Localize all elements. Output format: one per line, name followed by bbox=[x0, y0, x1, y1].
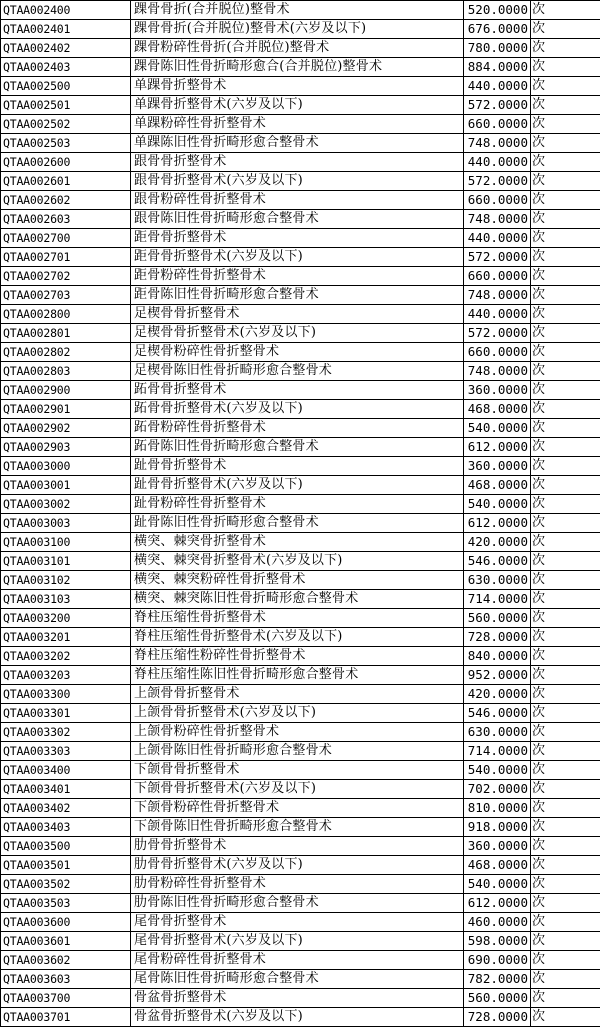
item-code-cell: QTAA002503 bbox=[1, 134, 131, 153]
item-price-cell: 360.0000 bbox=[464, 381, 531, 400]
item-name-cell: 肋骨粉碎性骨折整骨术 bbox=[131, 875, 464, 894]
item-unit-cell: 次 bbox=[531, 533, 600, 552]
item-price-cell: 840.0000 bbox=[464, 647, 531, 666]
item-code-cell: QTAA003301 bbox=[1, 704, 131, 723]
item-name-cell: 足楔骨陈旧性骨折畸形愈合整骨术 bbox=[131, 362, 464, 381]
item-price-cell: 540.0000 bbox=[464, 875, 531, 894]
item-unit-cell: 次 bbox=[531, 39, 600, 58]
item-unit-cell: 次 bbox=[531, 438, 600, 457]
item-unit-cell: 次 bbox=[531, 324, 600, 343]
table-row bbox=[1, 970, 600, 989]
item-unit-cell: 次 bbox=[531, 647, 600, 666]
table-row bbox=[1, 818, 600, 837]
table-row bbox=[1, 704, 600, 723]
item-code-cell: QTAA002701 bbox=[1, 248, 131, 267]
item-price-cell: 572.0000 bbox=[464, 172, 531, 191]
item-name-cell: 趾骨骨折整骨术 bbox=[131, 457, 464, 476]
table-row bbox=[1, 894, 600, 913]
item-unit-cell: 次 bbox=[531, 229, 600, 248]
item-name-cell: 肋骨骨折整骨术(六岁及以下) bbox=[131, 856, 464, 875]
item-price-cell: 420.0000 bbox=[464, 685, 531, 704]
table-row bbox=[1, 172, 600, 191]
item-name-cell: 下颌骨粉碎性骨折整骨术 bbox=[131, 799, 464, 818]
table-row bbox=[1, 20, 600, 39]
item-code-cell: QTAA002602 bbox=[1, 191, 131, 210]
item-price-cell: 572.0000 bbox=[464, 96, 531, 115]
item-code-cell: QTAA003303 bbox=[1, 742, 131, 761]
item-code-cell: QTAA002702 bbox=[1, 267, 131, 286]
item-code-cell: QTAA003200 bbox=[1, 609, 131, 628]
item-name-cell: 骨盆骨折整骨术 bbox=[131, 989, 464, 1008]
item-price-cell: 748.0000 bbox=[464, 362, 531, 381]
item-price-cell: 660.0000 bbox=[464, 191, 531, 210]
item-code-cell: QTAA003403 bbox=[1, 818, 131, 837]
item-unit-cell: 次 bbox=[531, 400, 600, 419]
item-name-cell: 跟骨粉碎性骨折整骨术 bbox=[131, 191, 464, 210]
table-row bbox=[1, 343, 600, 362]
item-name-cell: 跖骨陈旧性骨折畸形愈合整骨术 bbox=[131, 438, 464, 457]
item-code-cell: QTAA003103 bbox=[1, 590, 131, 609]
item-code-cell: QTAA003302 bbox=[1, 723, 131, 742]
item-code-cell: QTAA002903 bbox=[1, 438, 131, 457]
item-code-cell: QTAA003501 bbox=[1, 856, 131, 875]
item-code-cell: QTAA002400 bbox=[1, 1, 131, 20]
item-code-cell: QTAA003102 bbox=[1, 571, 131, 590]
price-table-body bbox=[1, 1, 600, 1027]
item-name-cell: 踝骨骨折(合并脱位)整骨术 bbox=[131, 1, 464, 20]
item-code-cell: QTAA002500 bbox=[1, 77, 131, 96]
item-price-cell: 540.0000 bbox=[464, 761, 531, 780]
item-unit-cell: 次 bbox=[531, 1, 600, 20]
item-name-cell: 肋骨骨折整骨术 bbox=[131, 837, 464, 856]
item-name-cell: 踝骨骨折(合并脱位)整骨术(六岁及以下) bbox=[131, 20, 464, 39]
item-code-cell: QTAA003503 bbox=[1, 894, 131, 913]
item-code-cell: QTAA002901 bbox=[1, 400, 131, 419]
item-name-cell: 跟骨骨折整骨术 bbox=[131, 153, 464, 172]
item-price-cell: 520.0000 bbox=[464, 1, 531, 20]
item-price-cell: 660.0000 bbox=[464, 343, 531, 362]
table-row bbox=[1, 438, 600, 457]
item-name-cell: 脊柱压缩性骨折整骨术 bbox=[131, 609, 464, 628]
item-code-cell: QTAA003003 bbox=[1, 514, 131, 533]
table-row bbox=[1, 628, 600, 647]
item-unit-cell: 次 bbox=[531, 723, 600, 742]
item-unit-cell: 次 bbox=[531, 286, 600, 305]
table-row bbox=[1, 381, 600, 400]
item-unit-cell: 次 bbox=[531, 191, 600, 210]
item-name-cell: 单踝粉碎性骨折整骨术 bbox=[131, 115, 464, 134]
item-code-cell: QTAA002501 bbox=[1, 96, 131, 115]
item-name-cell: 足楔骨骨折整骨术 bbox=[131, 305, 464, 324]
table-row bbox=[1, 685, 600, 704]
item-price-cell: 690.0000 bbox=[464, 951, 531, 970]
item-name-cell: 距骨骨折整骨术 bbox=[131, 229, 464, 248]
item-unit-cell: 次 bbox=[531, 685, 600, 704]
item-unit-cell: 次 bbox=[531, 419, 600, 438]
item-name-cell: 上颌骨粉碎性骨折整骨术 bbox=[131, 723, 464, 742]
item-name-cell: 趾骨骨折整骨术(六岁及以下) bbox=[131, 476, 464, 495]
table-row bbox=[1, 457, 600, 476]
item-price-cell: 560.0000 bbox=[464, 609, 531, 628]
item-unit-cell: 次 bbox=[531, 837, 600, 856]
table-row bbox=[1, 989, 600, 1008]
item-unit-cell: 次 bbox=[531, 913, 600, 932]
item-price-cell: 468.0000 bbox=[464, 400, 531, 419]
item-unit-cell: 次 bbox=[531, 989, 600, 1008]
item-name-cell: 尾骨骨折整骨术 bbox=[131, 913, 464, 932]
item-unit-cell: 次 bbox=[531, 628, 600, 647]
item-code-cell: QTAA002703 bbox=[1, 286, 131, 305]
table-row bbox=[1, 571, 600, 590]
table-row bbox=[1, 58, 600, 77]
item-name-cell: 单踝骨折整骨术 bbox=[131, 77, 464, 96]
item-code-cell: QTAA003300 bbox=[1, 685, 131, 704]
item-price-cell: 782.0000 bbox=[464, 970, 531, 989]
item-unit-cell: 次 bbox=[531, 742, 600, 761]
item-price-cell: 468.0000 bbox=[464, 856, 531, 875]
item-code-cell: QTAA003700 bbox=[1, 989, 131, 1008]
item-unit-cell: 次 bbox=[531, 704, 600, 723]
item-code-cell: QTAA002802 bbox=[1, 343, 131, 362]
item-name-cell: 脊柱压缩性粉碎性骨折整骨术 bbox=[131, 647, 464, 666]
item-name-cell: 跖骨骨折整骨术 bbox=[131, 381, 464, 400]
item-name-cell: 横突、棘突粉碎性骨折整骨术 bbox=[131, 571, 464, 590]
item-name-cell: 跟骨骨折整骨术(六岁及以下) bbox=[131, 172, 464, 191]
table-row bbox=[1, 210, 600, 229]
item-price-cell: 952.0000 bbox=[464, 666, 531, 685]
item-price-cell: 440.0000 bbox=[464, 229, 531, 248]
item-price-cell: 440.0000 bbox=[464, 153, 531, 172]
item-name-cell: 趾骨陈旧性骨折畸形愈合整骨术 bbox=[131, 514, 464, 533]
item-name-cell: 尾骨骨折整骨术(六岁及以下) bbox=[131, 932, 464, 951]
table-row bbox=[1, 134, 600, 153]
item-code-cell: QTAA003603 bbox=[1, 970, 131, 989]
item-name-cell: 肋骨陈旧性骨折畸形愈合整骨术 bbox=[131, 894, 464, 913]
table-row bbox=[1, 115, 600, 134]
item-unit-cell: 次 bbox=[531, 20, 600, 39]
item-name-cell: 踝骨陈旧性骨折畸形愈合(合并脱位)整骨术 bbox=[131, 58, 464, 77]
item-code-cell: QTAA002402 bbox=[1, 39, 131, 58]
item-unit-cell: 次 bbox=[531, 1008, 600, 1027]
item-unit-cell: 次 bbox=[531, 951, 600, 970]
item-price-cell: 598.0000 bbox=[464, 932, 531, 951]
table-row bbox=[1, 533, 600, 552]
item-unit-cell: 次 bbox=[531, 495, 600, 514]
table-row bbox=[1, 39, 600, 58]
item-name-cell: 横突、棘突骨折整骨术 bbox=[131, 533, 464, 552]
table-row bbox=[1, 248, 600, 267]
item-price-cell: 440.0000 bbox=[464, 305, 531, 324]
item-code-cell: QTAA003101 bbox=[1, 552, 131, 571]
item-code-cell: QTAA003000 bbox=[1, 457, 131, 476]
table-row bbox=[1, 875, 600, 894]
item-price-cell: 748.0000 bbox=[464, 134, 531, 153]
item-price-cell: 612.0000 bbox=[464, 438, 531, 457]
item-price-cell: 728.0000 bbox=[464, 628, 531, 647]
item-name-cell: 距骨粉碎性骨折整骨术 bbox=[131, 267, 464, 286]
item-price-cell: 918.0000 bbox=[464, 818, 531, 837]
table-row bbox=[1, 286, 600, 305]
item-unit-cell: 次 bbox=[531, 457, 600, 476]
item-name-cell: 跖骨粉碎性骨折整骨术 bbox=[131, 419, 464, 438]
item-name-cell: 距骨骨折整骨术(六岁及以下) bbox=[131, 248, 464, 267]
item-unit-cell: 次 bbox=[531, 476, 600, 495]
item-price-cell: 702.0000 bbox=[464, 780, 531, 799]
table-row bbox=[1, 609, 600, 628]
item-price-cell: 460.0000 bbox=[464, 913, 531, 932]
item-name-cell: 趾骨粉碎性骨折整骨术 bbox=[131, 495, 464, 514]
item-unit-cell: 次 bbox=[531, 77, 600, 96]
item-code-cell: QTAA003001 bbox=[1, 476, 131, 495]
item-name-cell: 横突、棘突陈旧性骨折畸形愈合整骨术 bbox=[131, 590, 464, 609]
item-price-cell: 540.0000 bbox=[464, 495, 531, 514]
item-price-cell: 630.0000 bbox=[464, 723, 531, 742]
table-row bbox=[1, 476, 600, 495]
item-unit-cell: 次 bbox=[531, 381, 600, 400]
item-unit-cell: 次 bbox=[531, 609, 600, 628]
table-row bbox=[1, 552, 600, 571]
table-row bbox=[1, 324, 600, 343]
item-code-cell: QTAA003502 bbox=[1, 875, 131, 894]
table-row bbox=[1, 229, 600, 248]
table-row bbox=[1, 666, 600, 685]
table-row bbox=[1, 1, 600, 20]
item-name-cell: 尾骨陈旧性骨折畸形愈合整骨术 bbox=[131, 970, 464, 989]
item-unit-cell: 次 bbox=[531, 818, 600, 837]
item-unit-cell: 次 bbox=[531, 894, 600, 913]
item-name-cell: 下颌骨骨折整骨术 bbox=[131, 761, 464, 780]
item-code-cell: QTAA002803 bbox=[1, 362, 131, 381]
item-code-cell: QTAA002502 bbox=[1, 115, 131, 134]
item-price-cell: 560.0000 bbox=[464, 989, 531, 1008]
item-price-cell: 780.0000 bbox=[464, 39, 531, 58]
item-price-cell: 546.0000 bbox=[464, 704, 531, 723]
item-code-cell: QTAA003400 bbox=[1, 761, 131, 780]
item-price-cell: 810.0000 bbox=[464, 799, 531, 818]
item-code-cell: QTAA002401 bbox=[1, 20, 131, 39]
table-row bbox=[1, 495, 600, 514]
item-price-cell: 612.0000 bbox=[464, 514, 531, 533]
item-price-cell: 546.0000 bbox=[464, 552, 531, 571]
item-unit-cell: 次 bbox=[531, 210, 600, 229]
item-name-cell: 上颌骨陈旧性骨折畸形愈合整骨术 bbox=[131, 742, 464, 761]
item-unit-cell: 次 bbox=[531, 172, 600, 191]
item-name-cell: 跖骨骨折整骨术(六岁及以下) bbox=[131, 400, 464, 419]
item-code-cell: QTAA003402 bbox=[1, 799, 131, 818]
item-code-cell: QTAA003203 bbox=[1, 666, 131, 685]
item-unit-cell: 次 bbox=[531, 153, 600, 172]
item-name-cell: 脊柱压缩性骨折整骨术(六岁及以下) bbox=[131, 628, 464, 647]
table-row bbox=[1, 362, 600, 381]
item-unit-cell: 次 bbox=[531, 305, 600, 324]
table-row bbox=[1, 514, 600, 533]
item-code-cell: QTAA003500 bbox=[1, 837, 131, 856]
item-name-cell: 足楔骨粉碎性骨折整骨术 bbox=[131, 343, 464, 362]
item-unit-cell: 次 bbox=[531, 267, 600, 286]
table-row bbox=[1, 913, 600, 932]
item-unit-cell: 次 bbox=[531, 856, 600, 875]
item-price-cell: 660.0000 bbox=[464, 115, 531, 134]
table-row bbox=[1, 761, 600, 780]
item-price-cell: 714.0000 bbox=[464, 742, 531, 761]
item-unit-cell: 次 bbox=[531, 343, 600, 362]
item-unit-cell: 次 bbox=[531, 362, 600, 381]
table-row bbox=[1, 77, 600, 96]
table-row bbox=[1, 837, 600, 856]
item-code-cell: QTAA003100 bbox=[1, 533, 131, 552]
item-unit-cell: 次 bbox=[531, 799, 600, 818]
item-unit-cell: 次 bbox=[531, 96, 600, 115]
table-row bbox=[1, 305, 600, 324]
item-code-cell: QTAA002801 bbox=[1, 324, 131, 343]
item-code-cell: QTAA003002 bbox=[1, 495, 131, 514]
item-price-cell: 884.0000 bbox=[464, 58, 531, 77]
item-name-cell: 跟骨陈旧性骨折畸形愈合整骨术 bbox=[131, 210, 464, 229]
item-code-cell: QTAA003202 bbox=[1, 647, 131, 666]
item-price-cell: 468.0000 bbox=[464, 476, 531, 495]
item-price-cell: 360.0000 bbox=[464, 837, 531, 856]
item-name-cell: 骨盆骨折整骨术(六岁及以下) bbox=[131, 1008, 464, 1027]
table-row bbox=[1, 951, 600, 970]
item-code-cell: QTAA002600 bbox=[1, 153, 131, 172]
table-row bbox=[1, 647, 600, 666]
table-row bbox=[1, 799, 600, 818]
item-code-cell: QTAA003201 bbox=[1, 628, 131, 647]
item-price-cell: 572.0000 bbox=[464, 324, 531, 343]
item-price-cell: 630.0000 bbox=[464, 571, 531, 590]
item-price-cell: 420.0000 bbox=[464, 533, 531, 552]
table-row bbox=[1, 780, 600, 799]
item-code-cell: QTAA002902 bbox=[1, 419, 131, 438]
item-unit-cell: 次 bbox=[531, 134, 600, 153]
table-row bbox=[1, 723, 600, 742]
item-name-cell: 上颌骨骨折整骨术(六岁及以下) bbox=[131, 704, 464, 723]
item-unit-cell: 次 bbox=[531, 514, 600, 533]
table-row bbox=[1, 590, 600, 609]
table-row bbox=[1, 1008, 600, 1027]
item-code-cell: QTAA003601 bbox=[1, 932, 131, 951]
item-code-cell: QTAA002403 bbox=[1, 58, 131, 77]
table-row bbox=[1, 96, 600, 115]
item-price-cell: 360.0000 bbox=[464, 457, 531, 476]
item-code-cell: QTAA002700 bbox=[1, 229, 131, 248]
table-row bbox=[1, 153, 600, 172]
item-price-cell: 676.0000 bbox=[464, 20, 531, 39]
item-name-cell: 脊柱压缩性陈旧性骨折畸形愈合整骨术 bbox=[131, 666, 464, 685]
item-price-cell: 440.0000 bbox=[464, 77, 531, 96]
item-unit-cell: 次 bbox=[531, 875, 600, 894]
table-row bbox=[1, 419, 600, 438]
item-unit-cell: 次 bbox=[531, 932, 600, 951]
table-row bbox=[1, 191, 600, 210]
item-code-cell: QTAA003701 bbox=[1, 1008, 131, 1027]
item-unit-cell: 次 bbox=[531, 761, 600, 780]
item-name-cell: 下颌骨陈旧性骨折畸形愈合整骨术 bbox=[131, 818, 464, 837]
item-unit-cell: 次 bbox=[531, 590, 600, 609]
item-name-cell: 横突、棘突骨折整骨术(六岁及以下) bbox=[131, 552, 464, 571]
item-name-cell: 足楔骨骨折整骨术(六岁及以下) bbox=[131, 324, 464, 343]
item-unit-cell: 次 bbox=[531, 780, 600, 799]
item-unit-cell: 次 bbox=[531, 571, 600, 590]
item-price-cell: 714.0000 bbox=[464, 590, 531, 609]
item-unit-cell: 次 bbox=[531, 666, 600, 685]
table-row bbox=[1, 742, 600, 761]
item-unit-cell: 次 bbox=[531, 248, 600, 267]
item-price-cell: 728.0000 bbox=[464, 1008, 531, 1027]
item-code-cell: QTAA002800 bbox=[1, 305, 131, 324]
item-code-cell: QTAA003600 bbox=[1, 913, 131, 932]
item-name-cell: 踝骨粉碎性骨折(合并脱位)整骨术 bbox=[131, 39, 464, 58]
item-price-cell: 660.0000 bbox=[464, 267, 531, 286]
item-name-cell: 单踝陈旧性骨折畸形愈合整骨术 bbox=[131, 134, 464, 153]
item-price-cell: 748.0000 bbox=[464, 286, 531, 305]
table-row bbox=[1, 400, 600, 419]
item-code-cell: QTAA003401 bbox=[1, 780, 131, 799]
item-code-cell: QTAA002601 bbox=[1, 172, 131, 191]
item-code-cell: QTAA002900 bbox=[1, 381, 131, 400]
item-name-cell: 上颌骨骨折整骨术 bbox=[131, 685, 464, 704]
item-name-cell: 下颌骨骨折整骨术(六岁及以下) bbox=[131, 780, 464, 799]
item-price-cell: 540.0000 bbox=[464, 419, 531, 438]
item-code-cell: QTAA002603 bbox=[1, 210, 131, 229]
item-code-cell: QTAA003602 bbox=[1, 951, 131, 970]
table-row bbox=[1, 932, 600, 951]
table-row bbox=[1, 267, 600, 286]
item-price-cell: 572.0000 bbox=[464, 248, 531, 267]
item-price-cell: 612.0000 bbox=[464, 894, 531, 913]
item-name-cell: 尾骨粉碎性骨折整骨术 bbox=[131, 951, 464, 970]
item-name-cell: 距骨陈旧性骨折畸形愈合整骨术 bbox=[131, 286, 464, 305]
item-unit-cell: 次 bbox=[531, 115, 600, 134]
table-row bbox=[1, 856, 600, 875]
item-unit-cell: 次 bbox=[531, 552, 600, 571]
item-price-cell: 748.0000 bbox=[464, 210, 531, 229]
item-unit-cell: 次 bbox=[531, 970, 600, 989]
item-name-cell: 单踝骨折整骨术(六岁及以下) bbox=[131, 96, 464, 115]
item-unit-cell: 次 bbox=[531, 58, 600, 77]
